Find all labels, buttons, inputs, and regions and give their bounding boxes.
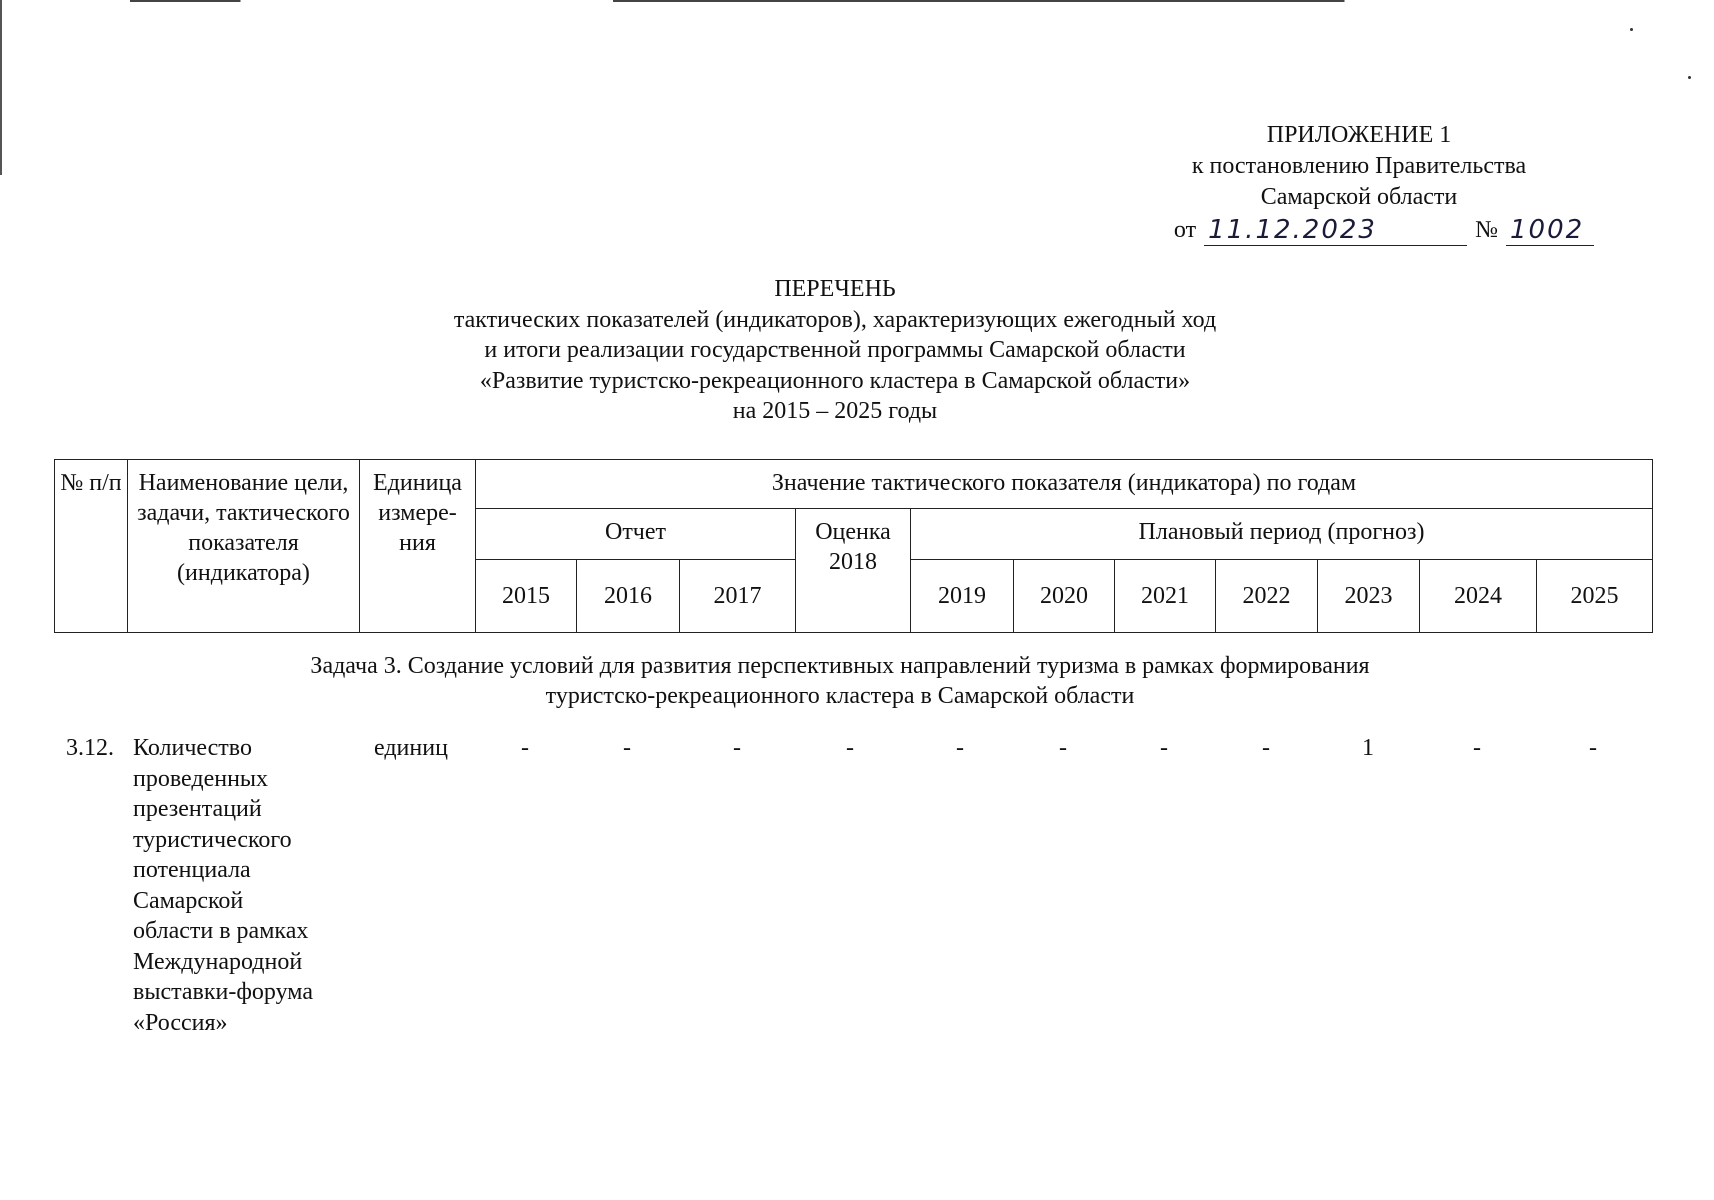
year-header: 2015 [476,560,577,633]
row-value-2017: - [733,735,741,761]
task-heading [200,651,1480,711]
scan-speck [1630,28,1633,31]
scan-edge-top [130,0,1510,2]
title-line-4: на 2015 – 2025 годы [732,398,938,424]
row-value-2024: - [1473,735,1481,761]
title-line-2: и итоги реализации государственной программы Самарской области [484,337,1186,363]
year-header: 2021 [1115,560,1216,633]
year-header: 2016 [577,560,680,633]
year-header: 2020 [1014,560,1115,633]
row-value-2021: - [1160,735,1168,761]
year-header: 2024 [1420,560,1537,633]
group-plan-header: Плановый период (прогноз) [911,509,1653,560]
row-value-2020: - [1059,735,1067,761]
row-unit: единиц [374,735,448,761]
scan-edge-left [0,0,2,175]
title-line-3: «Развитие туристско-рекреационного кластера в Самарской области» [479,367,1191,394]
appendix-date-row [1124,215,1594,246]
row-value-2016: - [623,735,631,761]
row-value-2015: - [521,735,529,761]
indicator-table-header [54,459,1653,633]
year-header: 2022 [1216,560,1318,633]
appendix-title: ПРИЛОЖЕНИЕ 1 [1266,122,1452,148]
appendix-block [1124,120,1594,246]
row-value-2023: 1 [1362,735,1374,761]
group-report-header: Отчет [476,509,796,560]
title-line-1: тактических показателей (индикаторов), характеризующих ежегодный ход [453,306,1217,333]
row-value-2018: - [846,735,854,761]
row-indicator-name: Количество проведенных презентаций туристического потенциала Самарской области в рамках Международной выставки-форума «Россия» [133,735,313,1036]
appendix-line-2: Самарской области [1260,184,1458,210]
year-header: 2023 [1318,560,1420,633]
title-heading: ПЕРЕЧЕНЬ [774,276,896,302]
year-header: 2017 [680,560,796,633]
year-header: 2019 [911,560,1014,633]
handwritten-date: 11.12.2023 [1204,215,1467,246]
col-name-header: Наименование цели, задачи, тактического показателя (индикатора) [128,460,360,633]
group-estimate-header: Оценка 2018 [796,509,911,633]
col-number-header: № п/п [55,460,128,633]
document-title [330,274,1340,427]
row-value-2022: - [1262,735,1270,761]
row-number: 3.12. [66,735,114,761]
scan-speck [1688,76,1691,79]
task-line-2: туристско-рекреационного кластера в Самарской области [545,683,1135,709]
row-value-2019: - [956,735,964,761]
col-unit-header: Единица измере-ния [360,460,476,633]
year-header: 2025 [1537,560,1653,633]
task-line-1: Задача 3. Создание условий для развития перспективных направлений туризма в рамках формирования [310,653,1370,679]
handwritten-number: 1002 [1506,215,1594,246]
number-prefix: № [1475,217,1498,243]
appendix-line-1: к постановлению Правительства [1191,153,1527,179]
col-values-header: Значение тактического показателя (индикатора) по годам [476,460,1653,509]
row-value-2025: - [1589,735,1597,761]
date-prefix: от [1173,217,1197,243]
